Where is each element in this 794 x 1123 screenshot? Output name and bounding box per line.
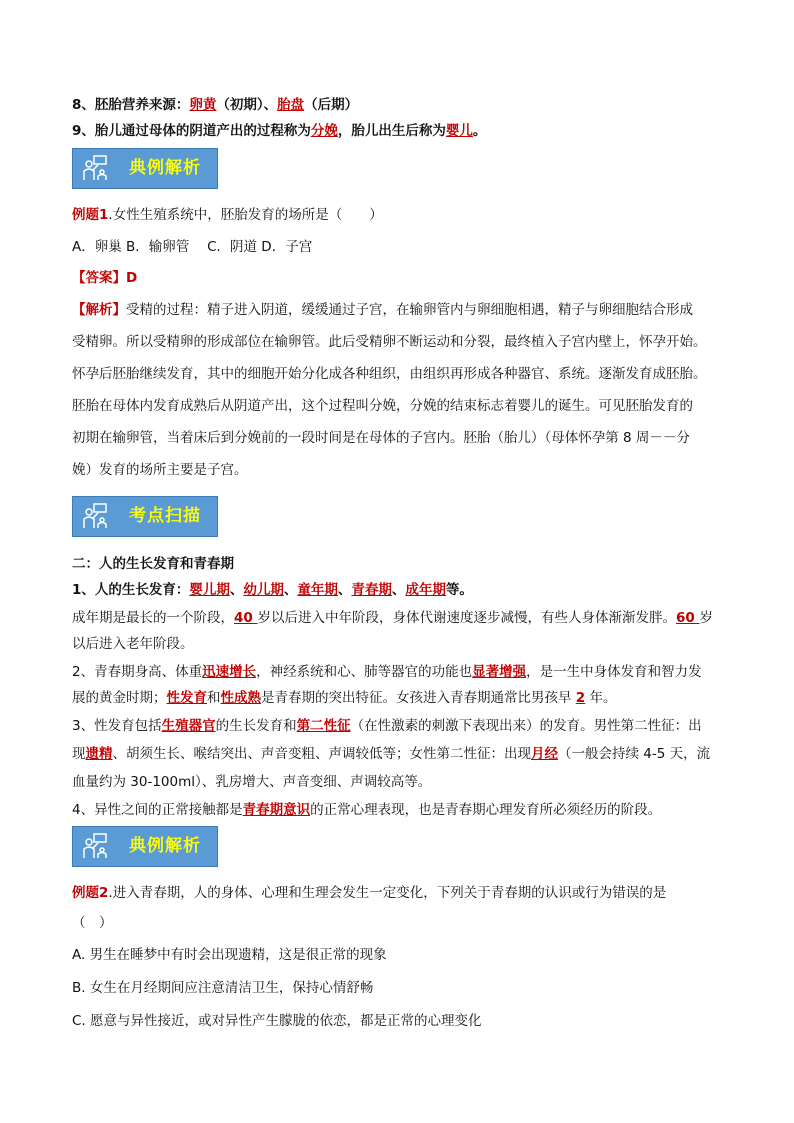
analysis-line-3: 怀孕后胚胎继续发育，其中的细胞开始分化成各种组织，由组织再形成各种器官、系统。逐渐发育成胚胎。 [72, 366, 707, 382]
age-60: 60 [676, 610, 700, 626]
analysis-line-4: 胚胎在母体内发育成熟后从阴道产出，这个过程叫分娩，分娩的结束标志着婴儿的诞生。可见胚胎发育的 [72, 398, 693, 414]
text: 展的黄金时期； [72, 690, 167, 706]
text: （在性激素的刺激下表现出来）的发育。男性第二性征：出 [350, 718, 702, 734]
analysis-text: 受精的过程：精子进入阴道，缓缓通过子宫，在输卵管内与卵细胞相遇，精子与卵细胞结合形成 [126, 302, 693, 318]
text: 、胡须生长、喉结突出、声音变粗、声调较低等；女性第二性征：出现 [112, 746, 531, 762]
item-9-suffix: 。 [472, 123, 487, 139]
text: 成年期是最长的一个阶段， [72, 610, 234, 626]
teacher-icon [81, 154, 109, 184]
example-2-label: 例题2 [72, 885, 109, 901]
puberty-line-2 [72, 688, 736, 708]
example-banner-2 [72, 826, 218, 867]
option-c: C. 愿意与异性接近，或对异性产生朦胧的依恋，都是正常的心理变化 [72, 1013, 482, 1029]
puberty-line-1 [72, 662, 736, 682]
growth-stages [72, 580, 736, 600]
text: ，神经系统和心、肺等器官的功能也 [256, 664, 473, 680]
text: 岁 [699, 610, 713, 626]
example-1-answer [72, 268, 736, 288]
example-1-question [72, 205, 736, 225]
text: 岁以后进入中年阶段，身体代谢速度逐步减慢，有些人身体渐渐发胖。 [257, 610, 676, 626]
example-1-options: A．卵巢 B．输卵管 C．阴道 D．子宫 [72, 239, 313, 255]
stage-term: 青春期 [351, 582, 392, 598]
example-2-question [72, 883, 736, 903]
text: 2、青春期身高、体重 [72, 664, 203, 680]
term-delivery: 分娩 [310, 123, 338, 139]
term-sexual-maturity: 性成熟 [220, 690, 261, 706]
text: 3、性发育包括 [72, 718, 162, 734]
years-earlier: 2 [575, 690, 586, 706]
term-sexual-development: 性发育 [166, 690, 207, 706]
example-2-text: .进入青春期，人的身体、心理和生理会发生一定变化，下列关于青春期的认识或行为错误的是 [108, 885, 667, 901]
option-a: A. 男生在睡梦中有时会出现遗精，这是很正常的现象 [72, 947, 387, 963]
answer-label: 【答案】 [72, 270, 126, 286]
term-rapid-growth: 迅速增长 [202, 664, 257, 680]
example-2-paren: （ ） [72, 915, 113, 931]
text: 是青春期的突出特征。女孩进入青春期通常比男孩早 [261, 690, 576, 706]
item-8-text: 8、胚胎营养来源： [72, 97, 190, 113]
text: 4、异性之间的正常接触都是 [72, 802, 243, 818]
separator: 、 [229, 582, 244, 598]
text: ，是一生中身体发育和智力发 [526, 664, 702, 680]
item-8 [72, 95, 736, 115]
analysis-line-1 [72, 300, 736, 320]
growth-suffix: 等。 [445, 582, 473, 598]
adult-stage-line [72, 608, 736, 628]
term-significant-enhance: 显著增强 [472, 664, 527, 680]
sex-development-line-3: 血量约为 30-100ml）、乳房增大、声音变细、声调较高等。 [72, 774, 432, 790]
item-8-suffix: （后期） [304, 97, 359, 113]
item-9-mid: ，胎儿出生后称为 [337, 123, 446, 139]
term-reproductive-organs: 生殖器官 [161, 718, 216, 734]
text: 的正常心理表现，也是青春期心理发育所必须经历的阶段。 [310, 802, 662, 818]
separator: 、 [391, 582, 406, 598]
banner-title: 考点扫描 [129, 506, 201, 526]
example-1-label: 例题1 [72, 207, 109, 223]
separator: 、 [283, 582, 298, 598]
growth-prefix: 1、人的生长发育： [72, 582, 190, 598]
text: 和 [207, 690, 221, 706]
text: （一般会持续 4-5 天，流 [558, 746, 711, 762]
section-heading: 二：人的生长发育和青春期 [72, 556, 234, 572]
term-nocturnal-emission: 遗精 [85, 746, 113, 762]
stage-term: 成年期 [405, 582, 446, 598]
text: 年。 [585, 690, 617, 706]
stage-term: 童年期 [297, 582, 338, 598]
term-menstruation: 月经 [531, 746, 558, 762]
sex-development-line-1 [72, 716, 736, 736]
text: 现 [72, 746, 86, 762]
item-9-text: 9、胎儿通过母体的阴道产出的过程称为 [72, 123, 311, 139]
item-9 [72, 121, 736, 141]
analysis-label: 【解析】 [72, 302, 126, 318]
banner-title: 典例解析 [129, 836, 201, 856]
option-b: B. 女生在月经期间应注意清洁卫生，保持心情舒畅 [72, 980, 374, 996]
sex-development-line-2 [72, 744, 736, 764]
teacher-icon [81, 502, 109, 532]
analysis-line-5: 初期在输卵管，当着床后到分娩前的一段时间是在母体的子宫内。胚胎（胎儿）（母体怀孕第 8 周－－分 [72, 430, 690, 446]
term-placenta: 胎盘 [277, 97, 305, 113]
term-yolk: 卵黄 [189, 97, 217, 113]
term-infant: 婴儿 [445, 123, 473, 139]
teacher-icon [81, 832, 109, 862]
stage-term: 婴儿期 [189, 582, 230, 598]
heterosexual-contact-line [72, 800, 736, 820]
text: 的生长发育和 [215, 718, 297, 734]
analysis-line-2: 受精卵。所以受精卵的形成部位在输卵管。此后受精卵不断运动和分裂，最终植入子宫内壁上，怀孕开始。 [72, 334, 707, 350]
example-1-text: .女性生殖系统中，胚胎发育的场所是（ ） [108, 207, 383, 223]
analysis-line-6: 娩）发育的场所主要是子宫。 [72, 462, 248, 478]
stage-term: 幼儿期 [243, 582, 284, 598]
item-8-mid: （初期）、 [216, 97, 278, 113]
example-banner-1 [72, 148, 218, 189]
separator: 、 [337, 582, 352, 598]
term-puberty-awareness: 青春期意识 [242, 802, 311, 818]
term-secondary-sex: 第二性征 [296, 718, 351, 734]
banner-title: 典例解析 [129, 158, 201, 178]
answer-value: D [126, 270, 138, 286]
old-age-line: 以后进入老年阶段。 [72, 636, 194, 652]
age-40: 40 [234, 610, 258, 626]
scan-banner [72, 496, 218, 537]
